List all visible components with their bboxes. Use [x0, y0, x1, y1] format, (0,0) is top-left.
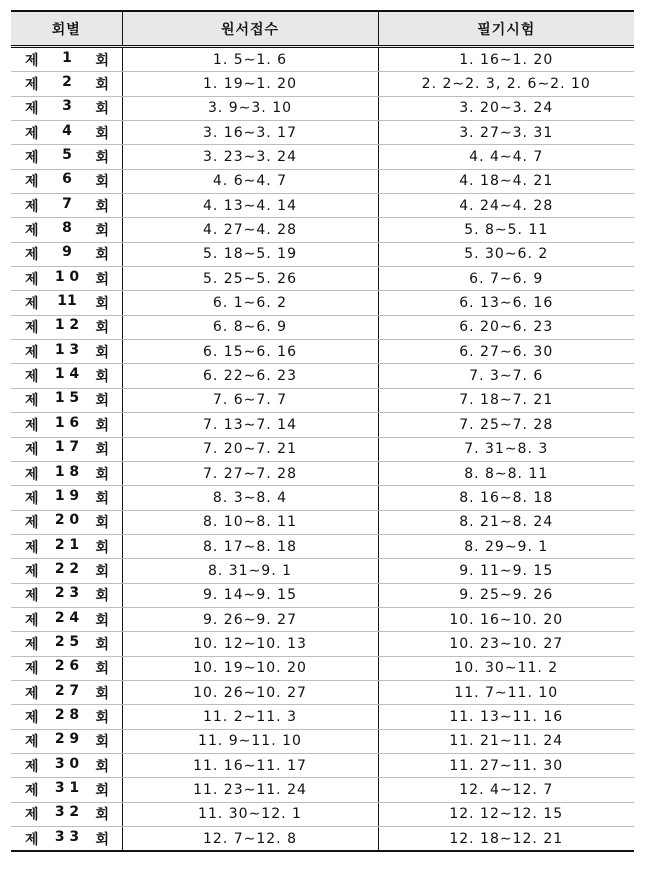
- round-label: [25, 366, 109, 386]
- table-row: [11, 218, 634, 242]
- round-num: 2 4: [54, 609, 80, 626]
- round-pre: 제: [25, 296, 39, 313]
- round-pre: 제: [25, 612, 39, 629]
- table-row: [11, 340, 634, 364]
- round-num: 2 1: [54, 536, 80, 553]
- round-pre: 제: [25, 271, 39, 288]
- round-label: [25, 147, 109, 167]
- round-pre: 제: [25, 807, 39, 824]
- exam-period-cell: 8. 21∼8. 24: [378, 510, 634, 534]
- application-period-cell: 6. 15∼6. 16: [122, 340, 378, 364]
- exam-period-cell: 6. 27∼6. 30: [378, 340, 634, 364]
- round-post: 회: [95, 466, 109, 483]
- exam-period-cell: 7. 3∼7. 6: [378, 364, 634, 388]
- application-period-cell: 8. 10∼8. 11: [122, 510, 378, 534]
- exam-period-cell: 2. 2∼2. 3, 2. 6∼2. 10: [378, 72, 634, 96]
- table-row: [11, 145, 634, 169]
- round-label: [25, 123, 109, 143]
- round-cell: [11, 802, 122, 826]
- exam-period-cell: 8. 16∼8. 18: [378, 486, 634, 510]
- round-label: [25, 585, 109, 605]
- application-period-cell: 3. 23∼3. 24: [122, 145, 378, 169]
- round-cell: [11, 437, 122, 461]
- table-row: [11, 583, 634, 607]
- exam-period-cell: 6. 13∼6. 16: [378, 291, 634, 315]
- round-post: 회: [95, 709, 109, 726]
- round-post: 회: [95, 101, 109, 118]
- round-post: 회: [95, 782, 109, 799]
- round-num: 6: [62, 171, 72, 188]
- exam-period-cell: 11. 7∼11. 10: [378, 680, 634, 704]
- exam-period-cell: 4. 4∼4. 7: [378, 145, 634, 169]
- round-label: [25, 415, 109, 435]
- round-cell: [11, 656, 122, 680]
- round-cell: [11, 753, 122, 777]
- exam-period-cell: 6. 7∼6. 9: [378, 267, 634, 291]
- application-period-cell: 10. 19∼10. 20: [122, 656, 378, 680]
- application-period-cell: 8. 17∼8. 18: [122, 534, 378, 558]
- round-cell: [11, 583, 122, 607]
- round-cell: [11, 145, 122, 169]
- table-row: [11, 729, 634, 753]
- round-pre: 제: [25, 661, 39, 678]
- round-pre: 제: [25, 442, 39, 459]
- round-label: [25, 512, 109, 532]
- header-application: 원서접수: [122, 11, 378, 47]
- round-num: 2 5: [54, 633, 80, 650]
- exam-period-cell: 5. 30∼6. 2: [378, 242, 634, 266]
- round-pre: 제: [25, 563, 39, 580]
- round-cell: [11, 388, 122, 412]
- round-pre: 제: [25, 515, 39, 532]
- round-num: 2 6: [54, 658, 80, 675]
- round-cell: [11, 242, 122, 266]
- round-label: [25, 74, 109, 94]
- round-pre: 제: [25, 490, 39, 507]
- round-label: [25, 464, 109, 484]
- round-post: 회: [95, 174, 109, 191]
- exam-period-cell: 3. 27∼3. 31: [378, 121, 634, 145]
- round-label: [25, 707, 109, 727]
- application-period-cell: 1. 5∼1. 6: [122, 47, 378, 72]
- application-period-cell: 10. 12∼10. 13: [122, 632, 378, 656]
- round-label: [25, 269, 109, 289]
- round-num: 3 0: [54, 755, 80, 772]
- round-pre: 제: [25, 539, 39, 556]
- round-num: 7: [62, 195, 72, 212]
- table-row: [11, 680, 634, 704]
- round-num: 3 3: [54, 828, 80, 845]
- round-label: [25, 439, 109, 459]
- application-period-cell: 7. 20∼7. 21: [122, 437, 378, 461]
- application-period-cell: 9. 26∼9. 27: [122, 607, 378, 631]
- round-label: [25, 731, 109, 751]
- round-pre: 제: [25, 685, 39, 702]
- round-cell: [11, 632, 122, 656]
- table-row: [11, 632, 634, 656]
- round-post: 회: [95, 539, 109, 556]
- round-num: 5: [62, 147, 72, 164]
- application-period-cell: 6. 8∼6. 9: [122, 315, 378, 339]
- round-cell: [11, 340, 122, 364]
- round-post: 회: [95, 758, 109, 775]
- round-label: [25, 561, 109, 581]
- exam-period-cell: 12. 18∼12. 21: [378, 827, 634, 852]
- round-post: 회: [95, 563, 109, 580]
- round-post: 회: [95, 125, 109, 142]
- round-pre: 제: [25, 782, 39, 799]
- application-period-cell: 4. 13∼4. 14: [122, 194, 378, 218]
- header-round: 회별: [11, 11, 122, 47]
- table-row: [11, 413, 634, 437]
- application-period-cell: 11. 2∼11. 3: [122, 705, 378, 729]
- round-num: 1 9: [54, 487, 80, 504]
- table-row: [11, 753, 634, 777]
- table-row: [11, 656, 634, 680]
- table-row: [11, 802, 634, 826]
- application-period-cell: 11. 9∼11. 10: [122, 729, 378, 753]
- application-period-cell: 5. 25∼5. 26: [122, 267, 378, 291]
- exam-schedule-table: [11, 10, 634, 852]
- round-num: 2 3: [54, 585, 80, 602]
- round-num: 8: [62, 220, 72, 237]
- round-num: 1 5: [54, 390, 80, 407]
- table-row: [11, 388, 634, 412]
- exam-period-cell: 7. 18∼7. 21: [378, 388, 634, 412]
- table-row: [11, 705, 634, 729]
- round-label: [25, 756, 109, 776]
- application-period-cell: 1. 19∼1. 20: [122, 72, 378, 96]
- exam-period-cell: 12. 4∼12. 7: [378, 778, 634, 802]
- round-pre: 제: [25, 417, 39, 434]
- round-cell: [11, 218, 122, 242]
- round-num: 1 2: [54, 317, 80, 334]
- round-pre: 제: [25, 758, 39, 775]
- round-cell: [11, 607, 122, 631]
- round-cell: [11, 291, 122, 315]
- round-label: [25, 342, 109, 362]
- round-pre: 제: [25, 77, 39, 94]
- round-post: 회: [95, 369, 109, 386]
- table-row: [11, 169, 634, 193]
- header-row: [11, 11, 634, 47]
- application-period-cell: 4. 27∼4. 28: [122, 218, 378, 242]
- exam-period-cell: 3. 20∼3. 24: [378, 96, 634, 120]
- round-post: 회: [95, 320, 109, 337]
- round-num: 1 4: [54, 366, 80, 383]
- round-label: [25, 293, 109, 313]
- application-period-cell: 7. 13∼7. 14: [122, 413, 378, 437]
- round-num: 4: [62, 122, 72, 139]
- round-post: 회: [95, 490, 109, 507]
- round-post: 회: [95, 612, 109, 629]
- round-num: 1 7: [54, 439, 80, 456]
- round-post: 회: [95, 247, 109, 264]
- round-cell: [11, 413, 122, 437]
- table-row: [11, 437, 634, 461]
- round-cell: [11, 194, 122, 218]
- round-label: [25, 98, 109, 118]
- round-label: [25, 658, 109, 678]
- table-row: [11, 486, 634, 510]
- round-post: 회: [95, 417, 109, 434]
- exam-period-cell: 10. 30∼11. 2: [378, 656, 634, 680]
- table-row: [11, 364, 634, 388]
- round-num: 2 8: [54, 706, 80, 723]
- table-row: [11, 827, 634, 852]
- application-period-cell: 8. 31∼9. 1: [122, 559, 378, 583]
- round-label: [25, 537, 109, 557]
- round-label: [25, 390, 109, 410]
- round-cell: [11, 534, 122, 558]
- round-num: 1 8: [54, 463, 80, 480]
- exam-period-cell: 1. 16∼1. 20: [378, 47, 634, 72]
- table-row: [11, 559, 634, 583]
- round-pre: 제: [25, 320, 39, 337]
- round-cell: [11, 47, 122, 72]
- round-pre: 제: [25, 223, 39, 240]
- round-label: [25, 829, 109, 849]
- round-label: [25, 244, 109, 264]
- round-label: [25, 220, 109, 240]
- round-post: 회: [95, 685, 109, 702]
- table-row: [11, 510, 634, 534]
- round-cell: [11, 559, 122, 583]
- application-period-cell: 6. 1∼6. 2: [122, 291, 378, 315]
- exam-period-cell: 5. 8∼5. 11: [378, 218, 634, 242]
- round-label: [25, 634, 109, 654]
- round-cell: [11, 364, 122, 388]
- exam-period-cell: 10. 23∼10. 27: [378, 632, 634, 656]
- application-period-cell: 5. 18∼5. 19: [122, 242, 378, 266]
- round-label: [25, 50, 109, 70]
- exam-period-cell: 9. 11∼9. 15: [378, 559, 634, 583]
- round-label: [25, 780, 109, 800]
- table-row: [11, 121, 634, 145]
- table-header: [11, 11, 634, 47]
- round-cell: [11, 169, 122, 193]
- round-pre: 제: [25, 369, 39, 386]
- round-post: 회: [95, 515, 109, 532]
- schedule-sheet: [11, 10, 634, 852]
- exam-period-cell: 11. 21∼11. 24: [378, 729, 634, 753]
- exam-period-cell: 9. 25∼9. 26: [378, 583, 634, 607]
- table-row: [11, 315, 634, 339]
- round-pre: 제: [25, 198, 39, 215]
- round-pre: 제: [25, 247, 39, 264]
- round-cell: [11, 827, 122, 852]
- table-row: [11, 47, 634, 72]
- round-num: 2 2: [54, 560, 80, 577]
- exam-period-cell: 6. 20∼6. 23: [378, 315, 634, 339]
- round-post: 회: [95, 588, 109, 605]
- round-pre: 제: [25, 734, 39, 751]
- round-num: 2 0: [54, 512, 80, 529]
- round-num: 2: [62, 74, 72, 91]
- application-period-cell: 9. 14∼9. 15: [122, 583, 378, 607]
- round-cell: [11, 267, 122, 291]
- round-post: 회: [95, 442, 109, 459]
- round-cell: [11, 510, 122, 534]
- round-post: 회: [95, 807, 109, 824]
- table-row: [11, 72, 634, 96]
- round-pre: 제: [25, 466, 39, 483]
- round-cell: [11, 121, 122, 145]
- round-cell: [11, 315, 122, 339]
- exam-period-cell: 8. 8∼8. 11: [378, 461, 634, 485]
- round-label: [25, 804, 109, 824]
- table-row: [11, 461, 634, 485]
- round-cell: [11, 96, 122, 120]
- application-period-cell: 12. 7∼12. 8: [122, 827, 378, 852]
- application-period-cell: 11. 16∼11. 17: [122, 753, 378, 777]
- round-pre: 제: [25, 831, 39, 848]
- round-cell: [11, 461, 122, 485]
- round-label: [25, 488, 109, 508]
- round-cell: [11, 72, 122, 96]
- application-period-cell: 11. 30∼12. 1: [122, 802, 378, 826]
- round-cell: [11, 705, 122, 729]
- application-period-cell: 3. 16∼3. 17: [122, 121, 378, 145]
- round-num: 3 2: [54, 804, 80, 821]
- table-row: [11, 267, 634, 291]
- round-pre: 제: [25, 101, 39, 118]
- round-num: 1 6: [54, 414, 80, 431]
- round-pre: 제: [25, 709, 39, 726]
- round-cell: [11, 729, 122, 753]
- round-post: 회: [95, 52, 109, 69]
- round-num: 1 0: [54, 268, 80, 285]
- round-num: 9: [62, 244, 72, 261]
- round-post: 회: [95, 271, 109, 288]
- round-post: 회: [95, 636, 109, 653]
- exam-period-cell: 4. 18∼4. 21: [378, 169, 634, 193]
- round-label: [25, 317, 109, 337]
- round-pre: 제: [25, 125, 39, 142]
- round-post: 회: [95, 661, 109, 678]
- application-period-cell: 11. 23∼11. 24: [122, 778, 378, 802]
- round-post: 회: [95, 77, 109, 94]
- round-num: 2 7: [54, 682, 80, 699]
- exam-period-cell: 7. 31∼8. 3: [378, 437, 634, 461]
- round-num: 1 3: [54, 341, 80, 358]
- round-label: [25, 196, 109, 216]
- exam-period-cell: 10. 16∼10. 20: [378, 607, 634, 631]
- application-period-cell: 4. 6∼4. 7: [122, 169, 378, 193]
- application-period-cell: 3. 9∼3. 10: [122, 96, 378, 120]
- exam-period-cell: 8. 29∼9. 1: [378, 534, 634, 558]
- round-label: [25, 683, 109, 703]
- exam-period-cell: 4. 24∼4. 28: [378, 194, 634, 218]
- round-pre: 제: [25, 52, 39, 69]
- round-pre: 제: [25, 150, 39, 167]
- application-period-cell: 10. 26∼10. 27: [122, 680, 378, 704]
- round-post: 회: [95, 734, 109, 751]
- round-cell: [11, 778, 122, 802]
- round-num: 3 1: [54, 779, 80, 796]
- round-num: 3: [62, 98, 72, 115]
- application-period-cell: 7. 27∼7. 28: [122, 461, 378, 485]
- round-pre: 제: [25, 393, 39, 410]
- round-label: [25, 171, 109, 191]
- round-num: 11: [57, 293, 77, 310]
- exam-period-cell: 12. 12∼12. 15: [378, 802, 634, 826]
- round-post: 회: [95, 150, 109, 167]
- header-written-exam: 필기시험: [378, 11, 634, 47]
- round-label: [25, 610, 109, 630]
- round-pre: 제: [25, 588, 39, 605]
- application-period-cell: 8. 3∼8. 4: [122, 486, 378, 510]
- table-row: [11, 96, 634, 120]
- round-cell: [11, 486, 122, 510]
- round-post: 회: [95, 296, 109, 313]
- round-post: 회: [95, 344, 109, 361]
- round-post: 회: [95, 223, 109, 240]
- table-row: [11, 534, 634, 558]
- round-pre: 제: [25, 174, 39, 191]
- round-cell: [11, 680, 122, 704]
- table-row: [11, 291, 634, 315]
- exam-period-cell: 11. 27∼11. 30: [378, 753, 634, 777]
- application-period-cell: 6. 22∼6. 23: [122, 364, 378, 388]
- round-post: 회: [95, 831, 109, 848]
- exam-period-cell: 7. 25∼7. 28: [378, 413, 634, 437]
- exam-period-cell: 11. 13∼11. 16: [378, 705, 634, 729]
- round-post: 회: [95, 198, 109, 215]
- table-row: [11, 194, 634, 218]
- round-pre: 제: [25, 344, 39, 361]
- round-post: 회: [95, 393, 109, 410]
- round-pre: 제: [25, 636, 39, 653]
- table-row: [11, 242, 634, 266]
- table-row: [11, 607, 634, 631]
- table-row: [11, 778, 634, 802]
- round-num: 1: [62, 49, 72, 66]
- application-period-cell: 7. 6∼7. 7: [122, 388, 378, 412]
- table-body: [11, 47, 634, 852]
- round-num: 2 9: [54, 731, 80, 748]
